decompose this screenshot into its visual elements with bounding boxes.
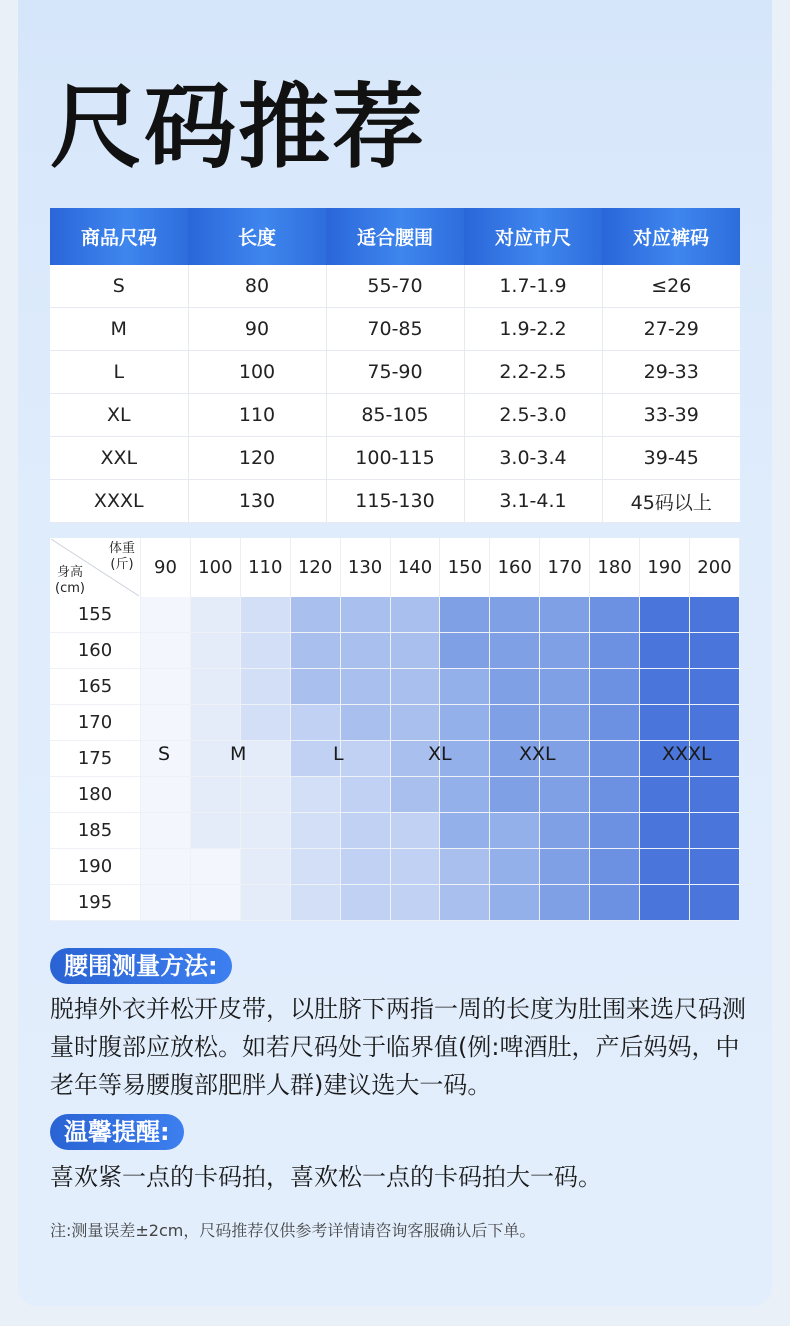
height-header-cell: 175 <box>50 741 141 777</box>
size-grid-header <box>50 538 740 597</box>
grid-cell <box>440 885 490 921</box>
table-cell: XXL <box>50 437 188 480</box>
grid-cell <box>190 597 240 633</box>
grid-cell <box>640 633 690 669</box>
table-cell: 55-70 <box>326 265 464 308</box>
table-cell: 80 <box>188 265 326 308</box>
grid-cell <box>490 849 540 885</box>
grid-cell <box>141 633 191 669</box>
grid-cell <box>440 777 490 813</box>
grid-cell <box>490 633 540 669</box>
grid-cell <box>689 777 739 813</box>
grid-cell <box>590 597 640 633</box>
table-cell: 3.0-3.4 <box>464 437 602 480</box>
grid-cell <box>240 705 290 741</box>
zone-label-s: S <box>158 743 171 765</box>
grid-cell <box>390 705 440 741</box>
table-cell: 100 <box>188 351 326 394</box>
grid-cell <box>540 849 590 885</box>
table-cell: XL <box>50 394 188 437</box>
grid-cell <box>689 633 739 669</box>
grid-cell <box>240 633 290 669</box>
weight-header-cell: 160 <box>490 538 540 597</box>
grid-cell <box>590 705 640 741</box>
table-cell: M <box>50 308 188 351</box>
grid-cell <box>340 777 390 813</box>
grid-cell <box>390 633 440 669</box>
grid-cell <box>240 669 290 705</box>
grid-cell <box>540 597 590 633</box>
table-row <box>50 308 740 351</box>
grid-cell <box>290 669 340 705</box>
table-row <box>50 705 740 741</box>
waist-method-label: 腰围测量方法: <box>50 948 232 984</box>
table-row <box>50 669 740 705</box>
weight-header-cell: 170 <box>540 538 590 597</box>
table-cell: 2.5-3.0 <box>464 394 602 437</box>
table-cell: 75-90 <box>326 351 464 394</box>
grid-cell <box>190 777 240 813</box>
grid-cell <box>290 597 340 633</box>
zone-label-l: L <box>333 743 344 765</box>
grid-cell <box>440 705 490 741</box>
weight-header-cell: 100 <box>190 538 240 597</box>
weight-axis-label-line: 体重 <box>108 541 135 556</box>
table-cell: L <box>50 351 188 394</box>
grid-cell <box>640 597 690 633</box>
table-cell: 120 <box>188 437 326 480</box>
grid-cell <box>141 813 191 849</box>
grid-cell <box>340 885 390 921</box>
grid-cell <box>490 885 540 921</box>
grid-cell <box>590 849 640 885</box>
table-row <box>50 265 740 308</box>
footnote: 注:测量误差±2cm，尺码推荐仅供参考详情请咨询客服确认后下单。 <box>50 1221 536 1240</box>
grid-cell <box>440 813 490 849</box>
height-axis-label-line: (cm) <box>55 581 85 596</box>
weight-header-cell: 150 <box>440 538 490 597</box>
reminder-label: 温馨提醒: <box>50 1114 184 1150</box>
table-row <box>50 394 740 437</box>
grid-cell <box>340 813 390 849</box>
table-row <box>50 437 740 480</box>
grid-cell <box>540 705 590 741</box>
table-cell: 85-105 <box>326 394 464 437</box>
grid-cell <box>689 705 739 741</box>
grid-cell <box>640 705 690 741</box>
grid-cell <box>390 777 440 813</box>
weight-header-cell: 140 <box>390 538 440 597</box>
weight-header-cell: 110 <box>240 538 290 597</box>
table-cell: 100-115 <box>326 437 464 480</box>
grid-cell <box>540 885 590 921</box>
grid-cell <box>390 813 440 849</box>
grid-cell <box>640 849 690 885</box>
grid-cell <box>190 849 240 885</box>
grid-cell <box>340 597 390 633</box>
grid-cell <box>390 669 440 705</box>
grid-cell <box>190 885 240 921</box>
grid-cell <box>490 597 540 633</box>
table-cell: 90 <box>188 308 326 351</box>
grid-cell <box>190 669 240 705</box>
table-cell: 45码以上 <box>602 480 740 523</box>
grid-cell <box>190 633 240 669</box>
height-axis-label-line: 身高 <box>56 565 83 580</box>
size-grid <box>50 538 740 915</box>
grid-cell <box>689 597 739 633</box>
table-row <box>50 777 740 813</box>
grid-cell <box>290 813 340 849</box>
grid-cell <box>590 669 640 705</box>
table-cell: 130 <box>188 480 326 523</box>
grid-cell <box>689 885 739 921</box>
grid-cell <box>590 813 640 849</box>
size-header-cell: 长度 <box>188 208 326 265</box>
grid-cell <box>540 633 590 669</box>
grid-cell <box>240 777 290 813</box>
size-table-header <box>50 208 740 265</box>
grid-cell <box>689 849 739 885</box>
grid-cell <box>141 777 191 813</box>
grid-cell <box>141 849 191 885</box>
table-cell: 1.9-2.2 <box>464 308 602 351</box>
grid-cell <box>190 813 240 849</box>
grid-cell <box>290 705 340 741</box>
grid-cell <box>340 633 390 669</box>
grid-cell <box>440 849 490 885</box>
zone-label-xxxl: XXXL <box>662 743 712 765</box>
weight-header-cell: 120 <box>290 538 340 597</box>
zone-label-m: M <box>230 743 247 765</box>
size-header-cell: 对应裤码 <box>602 208 740 265</box>
grid-cell <box>141 597 191 633</box>
table-cell: 27-29 <box>602 308 740 351</box>
height-header-cell: 170 <box>50 705 141 741</box>
table-row <box>50 597 740 633</box>
table-row <box>50 813 740 849</box>
height-header-cell: 155 <box>50 597 141 633</box>
grid-cell <box>141 669 191 705</box>
weight-axis-label <box>109 541 135 573</box>
height-header-cell: 190 <box>50 849 141 885</box>
grid-cell <box>540 669 590 705</box>
grid-cell <box>640 777 690 813</box>
table-row <box>50 885 740 921</box>
grid-cell <box>490 777 540 813</box>
grid-cell <box>440 669 490 705</box>
table-row <box>50 351 740 394</box>
weight-header-cell: 130 <box>340 538 390 597</box>
grid-cell <box>490 705 540 741</box>
table-cell: ≤26 <box>602 265 740 308</box>
table-cell: 70-85 <box>326 308 464 351</box>
table-cell: S <box>50 265 188 308</box>
grid-cell <box>640 813 690 849</box>
grid-cell <box>440 597 490 633</box>
table-cell: 39-45 <box>602 437 740 480</box>
grid-cell <box>141 885 191 921</box>
table-cell: 33-39 <box>602 394 740 437</box>
grid-cell <box>689 813 739 849</box>
size-table-body <box>50 265 740 523</box>
grid-cell <box>540 813 590 849</box>
table-cell: XXXL <box>50 480 188 523</box>
height-header-cell: 180 <box>50 777 141 813</box>
table-cell: 1.7-1.9 <box>464 265 602 308</box>
grid-cell <box>290 849 340 885</box>
grid-cell <box>340 849 390 885</box>
grid-cell <box>640 885 690 921</box>
grid-cell <box>390 849 440 885</box>
size-header-cell: 适合腰围 <box>326 208 464 265</box>
grid-cell <box>240 885 290 921</box>
grid-cell <box>590 777 640 813</box>
table-row <box>50 633 740 669</box>
grid-cell <box>490 669 540 705</box>
page-title: 尺码推荐 <box>50 74 427 181</box>
height-header-cell: 165 <box>50 669 141 705</box>
grid-cell <box>141 705 191 741</box>
weight-header-cell: 90 <box>141 538 191 597</box>
grid-cell <box>240 849 290 885</box>
size-grid-table <box>50 538 740 921</box>
grid-cell <box>290 885 340 921</box>
weight-header-cell: 180 <box>590 538 640 597</box>
grid-cell <box>540 777 590 813</box>
grid-cell <box>290 633 340 669</box>
table-cell: 3.1-4.1 <box>464 480 602 523</box>
grid-cell <box>390 597 440 633</box>
size-header-cell: 对应市尺 <box>464 208 602 265</box>
table-cell: 29-33 <box>602 351 740 394</box>
size-table <box>50 208 740 523</box>
grid-cell <box>440 633 490 669</box>
grid-cell <box>340 741 390 777</box>
table-row <box>50 741 740 777</box>
grid-cell <box>390 885 440 921</box>
grid-cell <box>590 741 640 777</box>
grid-cell <box>689 669 739 705</box>
size-grid-body <box>50 597 740 921</box>
grid-cell <box>340 705 390 741</box>
grid-cell <box>240 813 290 849</box>
grid-cell <box>290 777 340 813</box>
weight-axis-label-line: (斤) <box>110 557 134 572</box>
table-cell: 115-130 <box>326 480 464 523</box>
weight-header-cell: 190 <box>640 538 690 597</box>
reminder-text: 喜欢紧一点的卡码拍，喜欢松一点的卡码拍大一码。 <box>50 1163 602 1191</box>
height-header-cell: 195 <box>50 885 141 921</box>
grid-cell <box>590 885 640 921</box>
zone-label-xxl: XXL <box>519 743 556 765</box>
zone-label-xl: XL <box>428 743 452 765</box>
table-row <box>50 849 740 885</box>
grid-cell <box>240 597 290 633</box>
size-header-cell: 商品尺码 <box>50 208 188 265</box>
table-cell: 110 <box>188 394 326 437</box>
grid-corner <box>50 538 141 597</box>
height-axis-label <box>55 565 85 597</box>
height-header-cell: 160 <box>50 633 141 669</box>
weight-header-cell: 200 <box>689 538 739 597</box>
grid-cell <box>340 669 390 705</box>
waist-method-text: 脱掉外衣并松开皮带，以肚脐下两指一周的长度为肚围来选尺码测量时腹部应放松。如若尺码处于临界值(例:啤酒肚，产后妈妈，中老年等易腰腹部肥胖人群)建议选大一码。 <box>50 995 746 1099</box>
height-header-cell: 185 <box>50 813 141 849</box>
grid-cell <box>490 813 540 849</box>
table-row <box>50 480 740 523</box>
grid-cell <box>240 741 290 777</box>
grid-cell <box>590 633 640 669</box>
table-cell: 2.2-2.5 <box>464 351 602 394</box>
grid-cell <box>640 669 690 705</box>
grid-cell <box>190 705 240 741</box>
